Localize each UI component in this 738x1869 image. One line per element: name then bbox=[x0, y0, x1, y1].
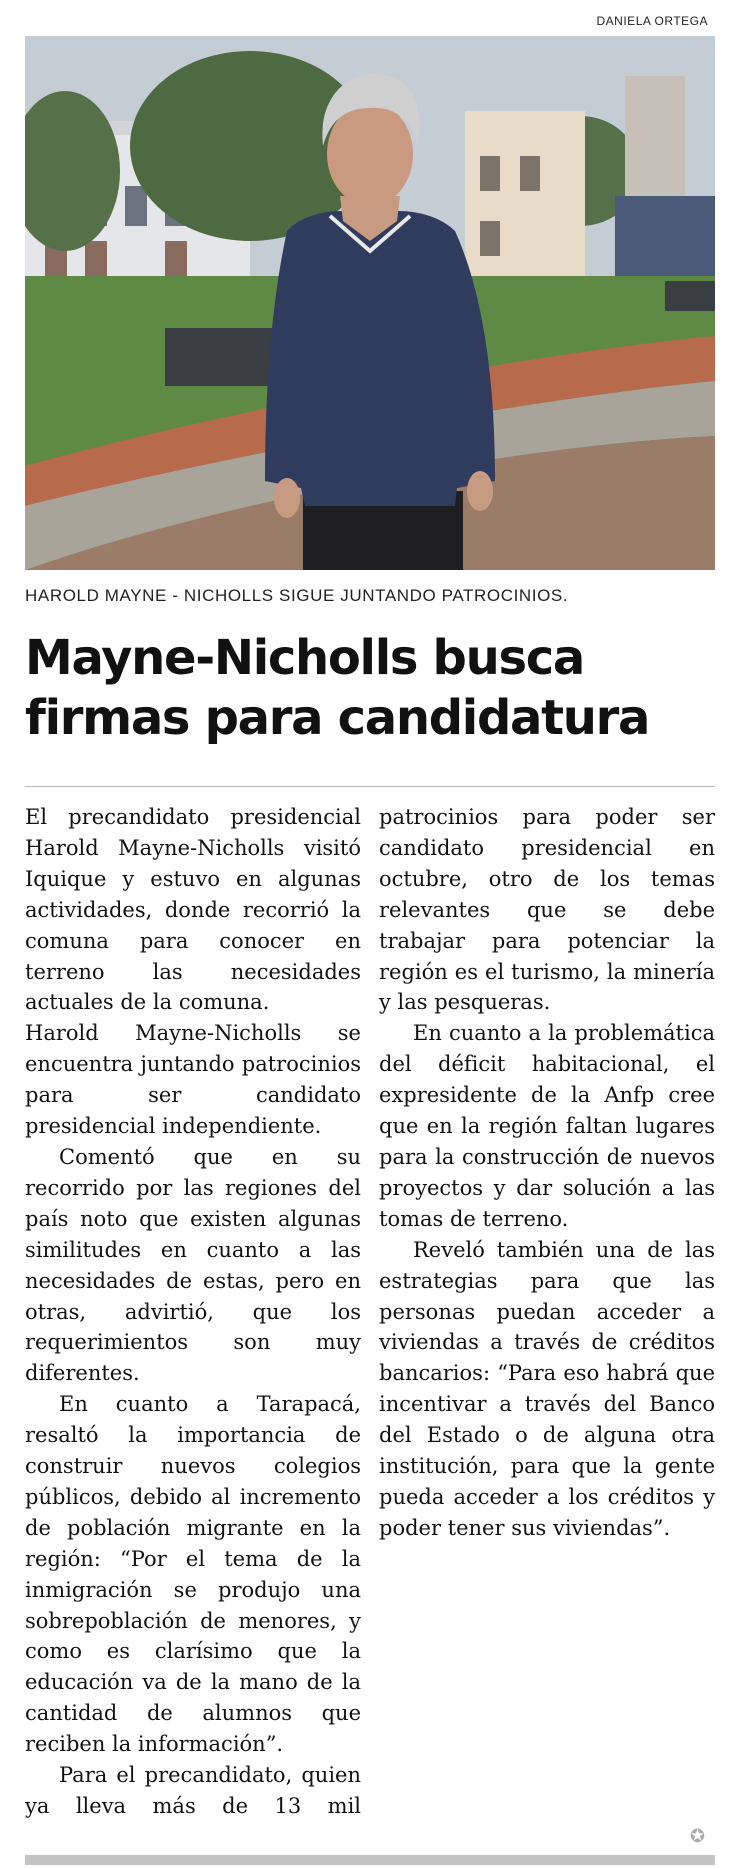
article-headline: Mayne-Nicholls busca firmas para candidatura bbox=[25, 630, 650, 746]
article-photo bbox=[25, 36, 715, 570]
paragraph: Comentó que en su recorrido por las regiones del país noto que existen algunas similitudes en cuanto a las necesidades de estas, pero en otras, advirtió, que los requerimientos son muy diferentes. bbox=[25, 1144, 361, 1386]
man-portrait-in-plaza-icon bbox=[25, 36, 715, 570]
paragraph: Para el precandidato, quien ya lleva más de 13 mil patrocinios para poder ser candidato presidencial en octubre, otro de los temas relevantes que se debe trabajar para potenciar la región es el turismo, la minería y las pesqueras. bbox=[25, 805, 715, 1818]
paragraph: En cuanto a la problemática del déficit habitacional, el expresidente de la Anfp cree que en la región faltan lugares para la construcción de nuevos proyectos y dar solución a las tomas de terreno. bbox=[379, 1021, 715, 1231]
photo-credit: DANIELA ORTEGA bbox=[596, 14, 708, 28]
paragraph: Reveló también una de las estrategias para que las personas puedan acceder a viviendas a través de créditos bancarios: “Para eso habrá que incentivar a través del Banco del Estado o de alguna otra institución, para que la gente pueda acceder a los créditos y poder tener sus viviendas”. bbox=[379, 1237, 715, 1540]
headline-divider bbox=[25, 786, 715, 787]
article-end-icon: ✪ bbox=[689, 1826, 705, 1847]
bottom-bar bbox=[25, 1855, 715, 1865]
paragraph: Harold Mayne-Nicholls se encuentra juntando patrocinios para ser candidato presidencial independiente. bbox=[25, 1021, 361, 1139]
article-body bbox=[25, 802, 715, 1846]
paragraph: En cuanto a Tarapacá, resaltó la importancia de construir nuevos colegios públicos, debido al incremento de población migrante en la región: “Por el tema de la inmigración se produjo una sobrepoblación de menores, y como es clarísimo que la educación va de la mano de la cantidad de alumnos que reciben la información”. bbox=[25, 1392, 361, 1757]
paragraph: El precandidato presidencial Harold Mayne-Nicholls visitó Iquique y estuvo en algunas actividades, donde recorrió la comuna para conocer en terreno las necesidades actuales de la comuna. bbox=[25, 805, 361, 1015]
photo-caption: HAROLD MAYNE - NICHOLLS SIGUE JUNTANDO PATROCINIOS. bbox=[25, 586, 569, 605]
